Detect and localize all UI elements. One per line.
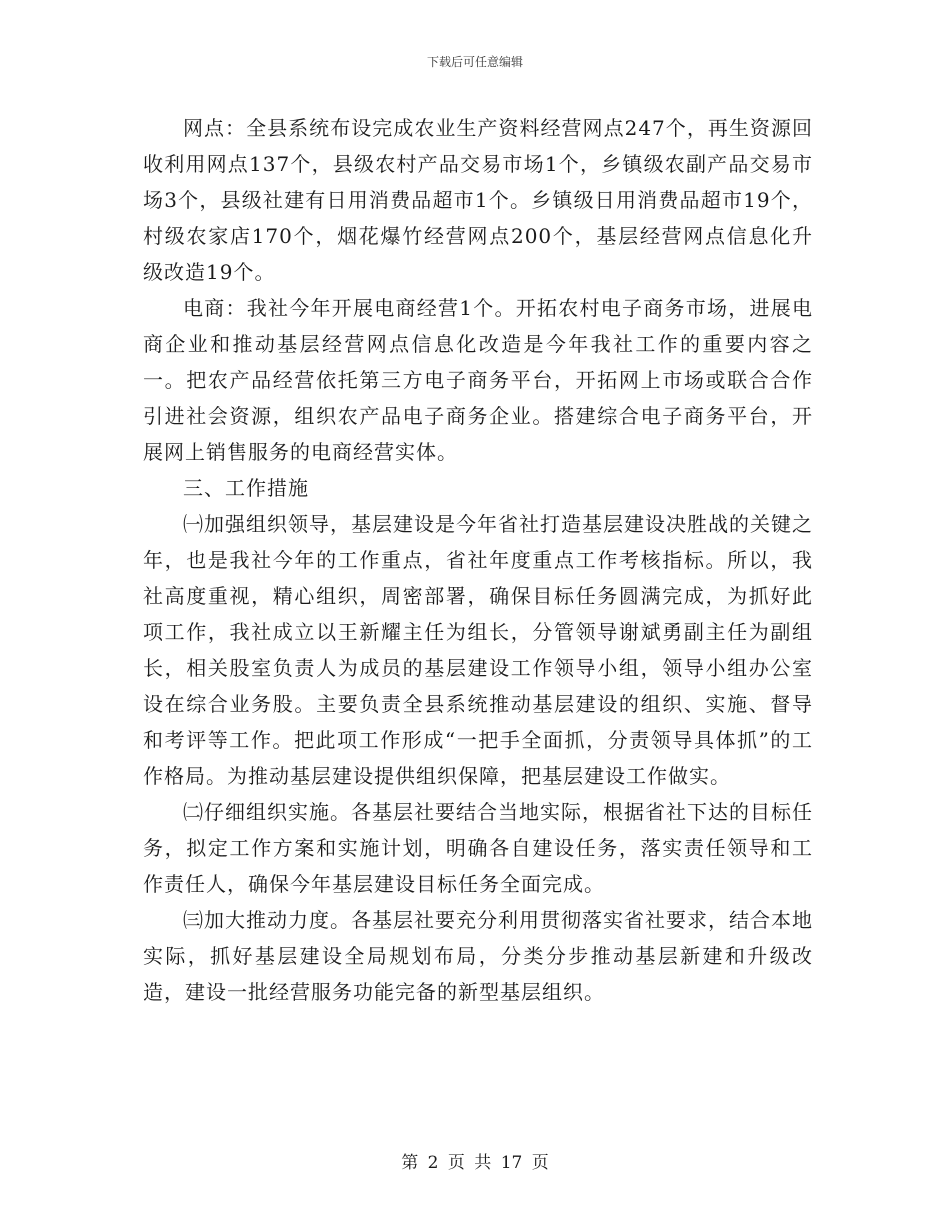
page-number: 第 2 页 共 17 页 bbox=[401, 1153, 549, 1173]
section-heading-work-measures: 三、工作措施 bbox=[183, 476, 309, 500]
download-note: 下载后可任意编辑 bbox=[426, 55, 523, 69]
document-body bbox=[143, 110, 813, 1010]
paragraph-outlets: 网点：全县系统布设完成农业生产资料经营网点247个，再生资源回收利用网点137个，县级农村产品交易市场1个，乡镇级农副产品交易市场3个，县级社建有日用消费品超市1个。乡镇级日用消费品超市19个，村级农家店170个，烟花爆竹经营网点200个，基层经营网点信息化升级改造19个。 bbox=[143, 116, 813, 284]
paragraph-ecommerce: 电商：我社今年开展电商经营1个。开拓农村电子商务市场，进展电商企业和推动基层经营网点信息化改造是今年我社工作的重要内容之一。把农产品经营依托第三方电子商务平台，开拓网上市场或联合合作引进社会资源，组织农产品电子商务企业。搭建综合电子商务平台，开展网上销售服务的电商经营实体。 bbox=[143, 296, 813, 464]
paragraph-measure-2: ㈡仔细组织实施。各基层社要结合当地实际，根据省社下达的目标任务，拟定工作方案和实施计划，明确各自建设任务，落实责任领导和工作责任人，确保今年基层建设目标任务全面完成。 bbox=[143, 800, 813, 896]
paragraph-measure-1: ㈠加强组织领导，基层建设是今年省社打造基层建设决胜战的关键之年，也是我社今年的工作重点，省社年度重点工作考核指标。所以，我社高度重视，精心组织，周密部署，确保目标任务圆满完成，为抓好此项工作，我社成立以王新耀主任为组长，分管领导谢斌勇副主任为副组长，相关股室负责人为成员的基层建设工作领导小组，领导小组办公室设在综合业务股。主要负责全县系统推动基层建设的组织、实施、督导和考评等工作。把此项工作形成“一把手全面抓，分责领导具体抓”的工作格局。为推动基层建设提供组织保障，把基层建设工作做实。 bbox=[143, 512, 813, 788]
paragraph-measure-3: ㈢加大推动力度。各基层社要充分利用贯彻落实省社要求，结合本地实际，抓好基层建设全局规划布局，分类分步推动基层新建和升级改造，建设一批经营服务功能完备的新型基层组织。 bbox=[143, 908, 813, 1004]
